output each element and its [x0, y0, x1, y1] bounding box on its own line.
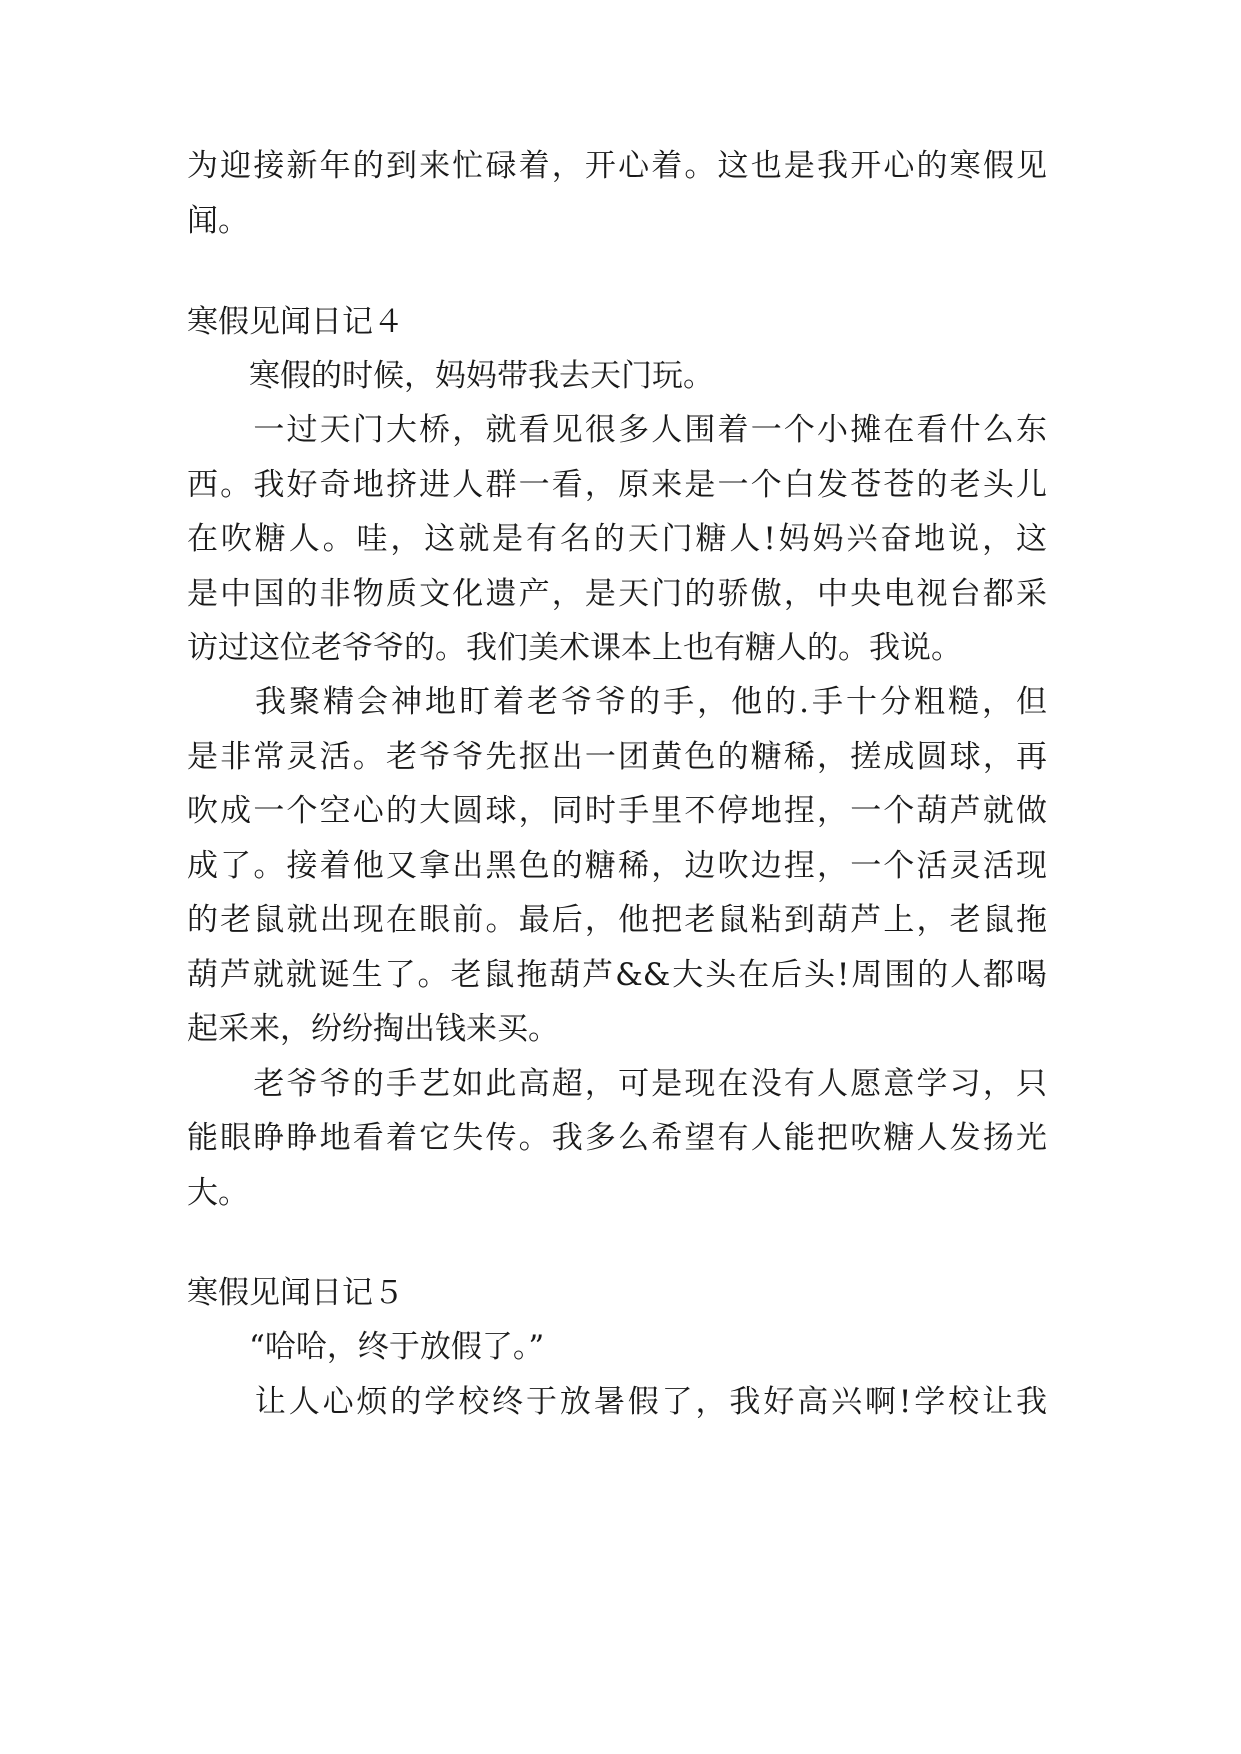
paragraph-line: 能眼睁睁地看着它失传。我多么希望有人能把吹糖人发扬光: [187, 1120, 1047, 1156]
paragraph-line: 访过这位老爷爷的。我们美术课本上也有糖人的。我说。: [187, 630, 962, 666]
paragraph-line: 葫芦就就诞生了。老鼠拖葫芦&&大头在后头!周围的人都喝: [187, 957, 1047, 993]
paragraph-line: 让人心烦的学校终于放暑假了，我好高兴啊!学校让我: [187, 1384, 1047, 1420]
paragraph-line: 起采来，纷纷掏出钱来买。: [187, 1011, 559, 1047]
paragraph-line: 闻。: [187, 203, 249, 239]
section-heading: 寒假见闻日记４: [187, 304, 404, 340]
paragraph-line: 是非常灵活。老爷爷先抠出一团黄色的糖稀，搓成圆球，再: [187, 739, 1047, 775]
paragraph-line: 成了。接着他又拿出黑色的糖稀，边吹边捏，一个活灵活现: [187, 848, 1047, 884]
paragraph-line: 西。我好奇地挤进人群一看，原来是一个白发苍苍的老头儿: [187, 467, 1047, 503]
paragraph-line: 为迎接新年的到来忙碌着，开心着。这也是我开心的寒假见: [187, 148, 1047, 184]
paragraph-line: 在吹糖人。哇，这就是有名的天门糖人!妈妈兴奋地说，这: [187, 521, 1047, 557]
paragraph-line: 是中国的非物质文化遗产，是天门的骄傲，中央电视台都采: [187, 576, 1047, 612]
paragraph-line: 一过天门大桥，就看见很多人围着一个小摊在看什么东: [187, 412, 1047, 448]
paragraph-line: 吹成一个空心的大圆球，同时手里不停地捏，一个葫芦就做: [187, 793, 1047, 829]
paragraph-line: 寒假的时候，妈妈带我去天门玩。: [187, 358, 714, 394]
paragraph-line: 我聚精会神地盯着老爷爷的手，他的.手十分粗糙，但: [187, 684, 1047, 720]
paragraph-line: 大。: [187, 1175, 249, 1211]
paragraph-line: “哈哈，终于放假了。”: [187, 1329, 545, 1365]
paragraph-line: 的老鼠就出现在眼前。最后，他把老鼠粘到葫芦上，老鼠拖: [187, 902, 1047, 938]
section-heading: 寒假见闻日记５: [187, 1275, 404, 1311]
paragraph-line: 老爷爷的手艺如此高超，可是现在没有人愿意学习，只: [187, 1066, 1047, 1102]
